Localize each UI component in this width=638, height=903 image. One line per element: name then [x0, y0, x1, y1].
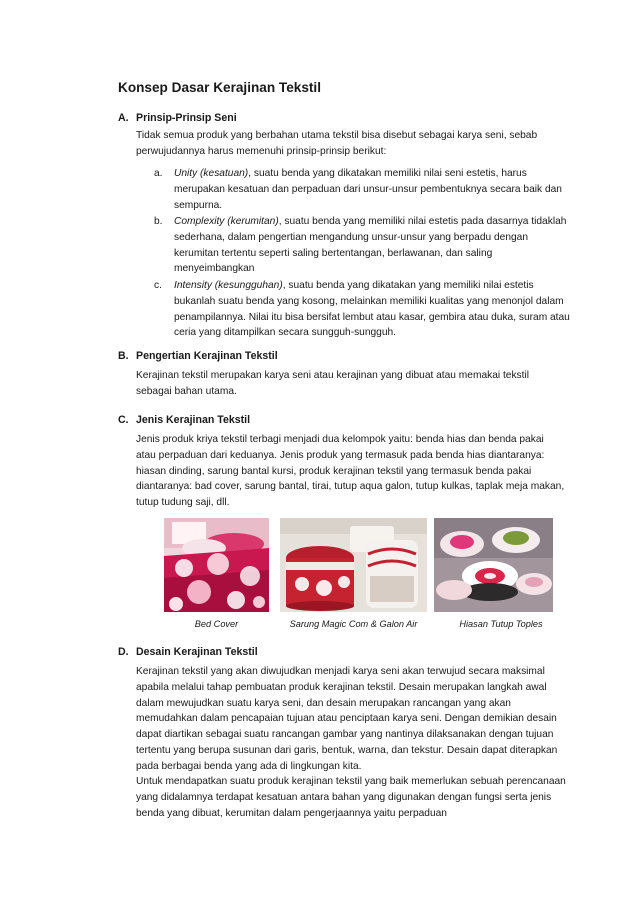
section-d-paragraph-1: Kerajinan tekstil yang akan diwujudkan menjadi karya seni akan terwujud secara maksimal apabila melalui tahap pembuatan produk kerajinan tekstil. Desain merupakan langkah awal dalam mewujudkan suatu karya seni, dan desain merupakan rancangan yang akan memudahkan dalam pencapaian tujuan atau penciptaan karya seni. Dengan demikian desain dapat diartikan sebagai suatu rancangan gambar yang nantinya dilaksanakan dengan tujuan tertentu yang berupa susunan dari garis, bentuk, warna, dan tekstur. Desain dapat diterapkan pada berbagai benda yang ada di lingkungan kita.	[136, 666, 558, 772]
toples-lids-photo	[434, 518, 553, 612]
item-term: Complexity (kerumitan)	[174, 216, 279, 227]
section-b-heading	[118, 350, 278, 362]
item-text: , suatu benda yang dikatakan memiliki nilai seni estetis, harus merupakan kesatuan dan perpaduan dari unsur-unsur pembentuknya secara baik dan sempurna.	[174, 168, 562, 211]
item-text: , suatu benda yang dikatakan yang memiliki nilai estetis bukanlah suatu benda yang kosong, melainkan memiliki kualitas yang menonjol dalam penampilannya. Nilai itu bisa bersifat lembut atau kasar, gembira atau duka, suram atau ceria yang ditampilkan secara sungguh-sungguh.	[174, 280, 570, 339]
caption-toples: Hiasan Tutup Toples	[459, 619, 543, 629]
item-text: , suatu benda yang memiliki nilai estetis pada dasarnya tidaklah sederhana, dalam pengertian mengandung unsur-unsur yang berpadu dengan kerumitan tertentu seperti saling bertentangan, berlawanan, dan saling menyeimbangkan	[174, 216, 567, 275]
item-term: Unity (kesatuan)	[174, 168, 249, 179]
section-heading-text: Desain Kerajinan Tekstil	[136, 646, 258, 658]
item-number: a.	[154, 168, 163, 179]
section-d-heading	[118, 646, 258, 658]
section-heading-text: Pengertian Kerajinan Tekstil	[136, 350, 278, 362]
section-letter: A.	[118, 112, 129, 124]
caption-magic-com-galon: Sarung Magic Com & Galon Air	[289, 619, 418, 629]
section-heading-text: Prinsip-Prinsip Seni	[136, 112, 237, 124]
bed-cover-photo	[164, 518, 269, 612]
section-b-paragraph: Kerajinan tekstil merupakan karya seni atau kerajinan yang dibuat atau memakai tekstil sebagai bahan utama.	[136, 370, 529, 397]
caption-bed-cover: Bed Cover	[194, 619, 239, 629]
section-a-heading	[118, 112, 237, 124]
section-letter: D.	[118, 646, 129, 658]
magic-com-galon-photo	[280, 518, 427, 612]
item-number: c.	[154, 280, 162, 291]
section-c-heading	[118, 414, 250, 426]
section-letter: C.	[118, 414, 129, 426]
section-c-paragraph: Jenis produk kriya tekstil terbagi menjadi dua kelompok yaitu: benda hias dan benda pakai atau perpaduan dari keduanya. Jenis produk yang termasuk pada benda hias diantaranya: hiasan dinding, sarung bantal kursi, produk kerajinan tekstil yang termasuk benda pakai diantaranya: bad cover, sarung bantal, tirai, tutup aqua galon, tutup kulkas, taplak meja makan, tutup tudung saji, dll.	[136, 434, 565, 509]
section-d-paragraph-2: Untuk mendapatkan suatu produk kerajinan tekstil yang baik memerlukan sebuah perencanaan yang didalamnya terdapat kesatuan antara bahan yang digunakan dengan fungsi serta jenis benda yang dibuat, kerumitan dalam pengerjaannya yaitu perpaduan	[136, 776, 566, 819]
document-title: Konsep Dasar Kerajinan Tekstil	[118, 80, 321, 95]
section-a-intro: Tidak semua produk yang berbahan utama tekstil bisa disebut sebagai karya seni, sebab perwujudannya harus memenuhi prinsip-prinsip berikut:	[136, 130, 538, 157]
item-number: b.	[154, 216, 163, 227]
item-term: Intensity (kesungguhan)	[174, 280, 283, 291]
section-heading-text: Jenis Kerajinan Tekstil	[136, 414, 251, 426]
section-letter: B.	[118, 350, 129, 362]
